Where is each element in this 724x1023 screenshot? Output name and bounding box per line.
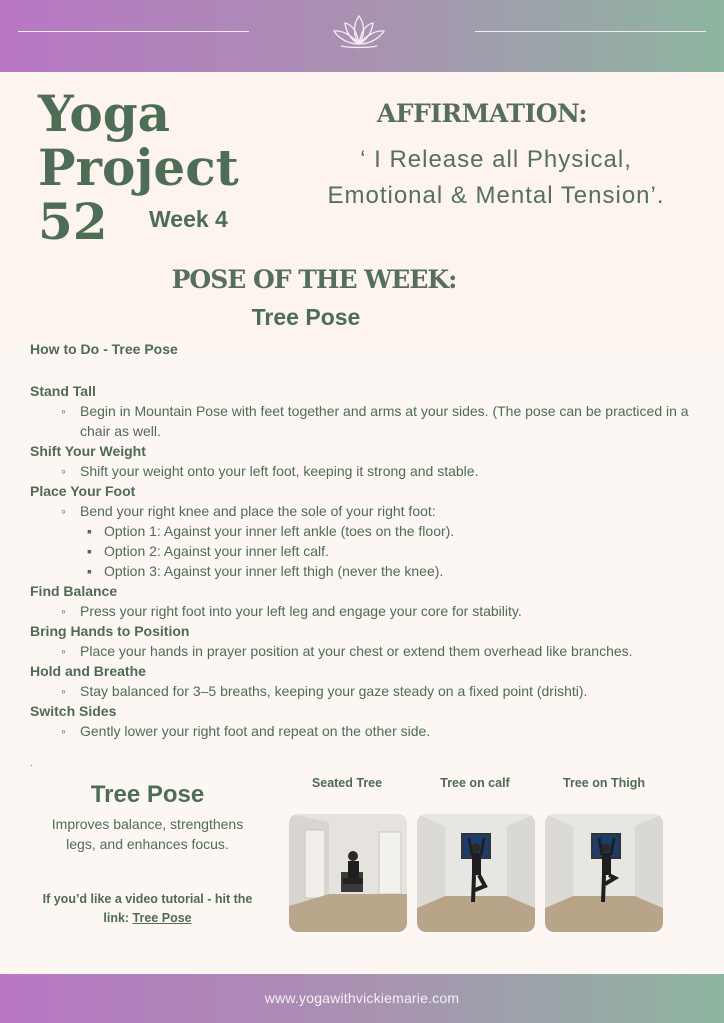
photo-caption-seated-tree: Seated Tree — [311, 776, 383, 790]
step-title: Place Your Foot — [30, 483, 136, 499]
photo-tree-on-thigh — [545, 814, 663, 932]
step-item: ◦ Begin in Mountain Pose with feet together and arms at your sides. (The pose can be practiced in a chair as well. — [30, 401, 710, 441]
week-label: Week 4 — [149, 206, 228, 232]
step-item: ◦ Gently lower your right foot and repeat on the other side. — [30, 721, 710, 741]
pose-name: Tree Pose — [251, 304, 361, 330]
step-item: ◦ Shift your weight onto your left foot, keeping it strong and stable. — [30, 461, 710, 481]
step-option: ▪ Option 2: Against your inner left calf. — [30, 541, 710, 561]
step-item: ◦ Bend your right knee and place the sole of your right foot: — [30, 501, 710, 521]
tree-pose-video-link[interactable]: Tree Pose — [132, 911, 192, 925]
step-title: Find Balance — [30, 583, 118, 599]
step-title: Shift Your Weight — [30, 443, 146, 459]
step-title: Hold and Breathe — [30, 663, 146, 679]
instructions-heading: How to Do - Tree Pose — [30, 341, 178, 357]
step-option: ▪ Option 3: Against your inner left thigh (never the knee). — [30, 561, 710, 581]
pose-of-week-heading: POSE OF THE WEEK: — [171, 265, 457, 294]
instructions-list — [30, 381, 710, 741]
header-divider-right — [475, 31, 706, 32]
title-yoga: Yoga — [38, 84, 171, 143]
card-title: Tree Pose — [90, 781, 205, 808]
photo-tree-on-calf — [417, 814, 535, 932]
lotus-icon — [329, 12, 389, 50]
photo-caption-tree-on-calf: Tree on calf — [440, 776, 510, 790]
step-title: Stand Tall — [30, 383, 96, 399]
step-item: ◦ Place your hands in prayer position at your chest or extend them overhead like branches. — [30, 641, 710, 661]
footer-website-link[interactable]: www.yogawithvickiemarie.com — [264, 990, 460, 1006]
affirmation-text — [292, 142, 700, 214]
stray-dot: . — [30, 758, 33, 769]
title-project: Project — [38, 138, 239, 197]
video-tutorial-text — [40, 890, 255, 928]
video-tutorial-prefix: If you’d like a video tutorial - hit the link: — [42, 892, 253, 925]
step-option: ▪ Option 1: Against your inner left ankle (toes on the floor). — [30, 521, 710, 541]
step-title: Bring Hands to Position — [30, 623, 190, 639]
title-52: 52 — [38, 192, 108, 251]
card-description: Improves balance, strengthens legs, and enhances focus. — [51, 816, 244, 852]
step-item: ◦ Stay balanced for 3–5 breaths, keeping your gaze steady on a fixed point (drishti). — [30, 681, 710, 701]
photo-seated-tree — [289, 814, 407, 932]
header-divider-left — [18, 31, 249, 32]
affirmation-heading: AFFIRMATION: — [376, 99, 588, 128]
step-item: ◦ Press your right foot into your left leg and engage your core for stability. — [30, 601, 710, 621]
affirmation-line-2: Emotional & Mental Tension’. — [327, 182, 665, 209]
step-title: Switch Sides — [30, 703, 117, 719]
photo-caption-tree-on-thigh: Tree on Thigh — [563, 776, 645, 790]
affirmation-line-1: ‘ I Release all Physical, — [360, 146, 632, 173]
